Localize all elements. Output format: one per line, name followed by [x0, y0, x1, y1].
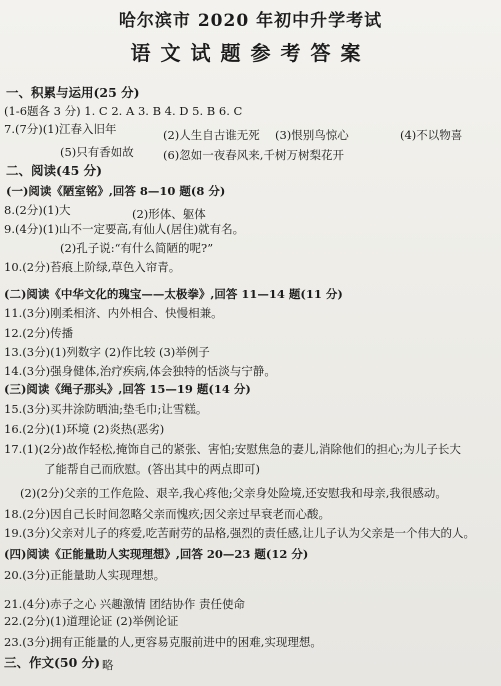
answer-line-q21: 21.(4分)赤子之心 兴趣激情 团结协作 责任使命 [4, 597, 246, 611]
answer-line-q17-part1-cont: 了能帮自己而欣慰。(答出其中的两点即可) [44, 462, 260, 476]
answer-line-q19: 19.(3分)父亲对儿子的疼爱,吃苦耐劳的品格,强烈的责任感,让儿子认为父亲是一个伟大的人。 [4, 526, 476, 540]
reading-heading-3: (三)阅读《绳子那头》,回答 15—19 题(14 分) [4, 382, 251, 396]
reading-heading-2: (二)阅读《中华文化的瑰宝——太极拳》,回答 11—14 题(11 分) [4, 287, 343, 301]
answer-line-q15: 15.(3分)买井涂防晒油;垫毛巾;让雪糕。 [4, 402, 208, 416]
section-heading-reading: 二、阅读(45 分) [6, 164, 103, 178]
reading-heading-1: (一)阅读《陋室铭》,回答 8—10 题(8 分) [6, 184, 226, 198]
reading-heading-4: (四)阅读《正能量助人实现理想》,回答 20—23 题(12 分) [4, 547, 309, 561]
answer-line-q18: 18.(2分)因自己长时间忽略父亲而愧疚;因父亲过早衰老而心酸。 [4, 507, 330, 521]
answer-line-q7-part1: 7.(7分)(1)江春入旧年 [4, 122, 117, 136]
answer-line-q22: 22.(2分)(1)道理论证 (2)举例论证 [4, 614, 179, 628]
answer-line-q20: 20.(3分)正能量助人实现理想。 [4, 568, 166, 582]
section-heading-accumulation: 一、积累与运用(25 分) [6, 86, 140, 100]
answer-key-title: 语文试题参考答案 [130, 41, 371, 65]
composition-note: 略 [102, 658, 114, 672]
answer-line-q17-part1: 17.(1)(2分)故作轻松,掩饰自己的紧张、害怕;安慰焦急的妻儿,消除他们的担心;为儿子长大 [4, 442, 461, 456]
answer-line-q10: 10.(2分)苔痕上阶绿,草色入帘青。 [4, 260, 181, 274]
answer-line-q13: 13.(3分)(1)列数字 (2)作比较 (3)举例子 [4, 345, 210, 359]
answer-line-q14: 14.(3分)强身健体,治疗疾病,体会独特的恬淡与宁静。 [4, 364, 276, 378]
answer-line-q7-part3: (3)恨别鸟惊心 [275, 128, 349, 142]
answer-line-q23: 23.(3分)拥有正能量的人,更容易克服前进中的困难,实现理想。 [4, 635, 322, 649]
answer-line-q9-part1: 9.(4分)(1)山不一定要高,有仙人(居住)就有名。 [4, 222, 245, 236]
answer-line-q7-part4: (4)不以物喜 [400, 128, 463, 142]
answer-line-q1-6: (1-6题各 3 分) 1. C 2. A 3. B 4. D 5. B 6. C [4, 104, 243, 118]
answer-line-q7-part6: (6)忽如一夜春风来,千树万树梨花开 [163, 148, 344, 162]
section-heading-composition: 三、作文(50 分) [4, 656, 101, 670]
answer-line-q12: 12.(2分)传播 [4, 326, 74, 340]
answer-line-q9-part2: (2)孔子说:“有什么简陋的呢?” [60, 241, 214, 255]
answer-line-q8-part2: (2)形体、躯体 [132, 207, 206, 221]
answer-line-q17-part2: (2)(2分)父亲的工作危险、艰辛,我心疼他;父亲身处险境,还安慰我和母亲,我很感动。 [20, 486, 447, 500]
answer-line-q16: 16.(2分)(1)环境 (2)炎热(恶劣) [4, 422, 165, 436]
answer-line-q7-part5: (5)只有香如故 [60, 145, 134, 159]
answer-line-q7-part2: (2)人生自古谁无死 [163, 128, 260, 142]
answer-line-q8-part1: 8.(2分)(1)大 [4, 203, 71, 217]
exam-title: 哈尔滨市 2020 年初中升学考试 [118, 11, 383, 31]
answer-line-q11: 11.(3分)刚柔相济、内外相合、快慢相兼。 [4, 306, 223, 320]
